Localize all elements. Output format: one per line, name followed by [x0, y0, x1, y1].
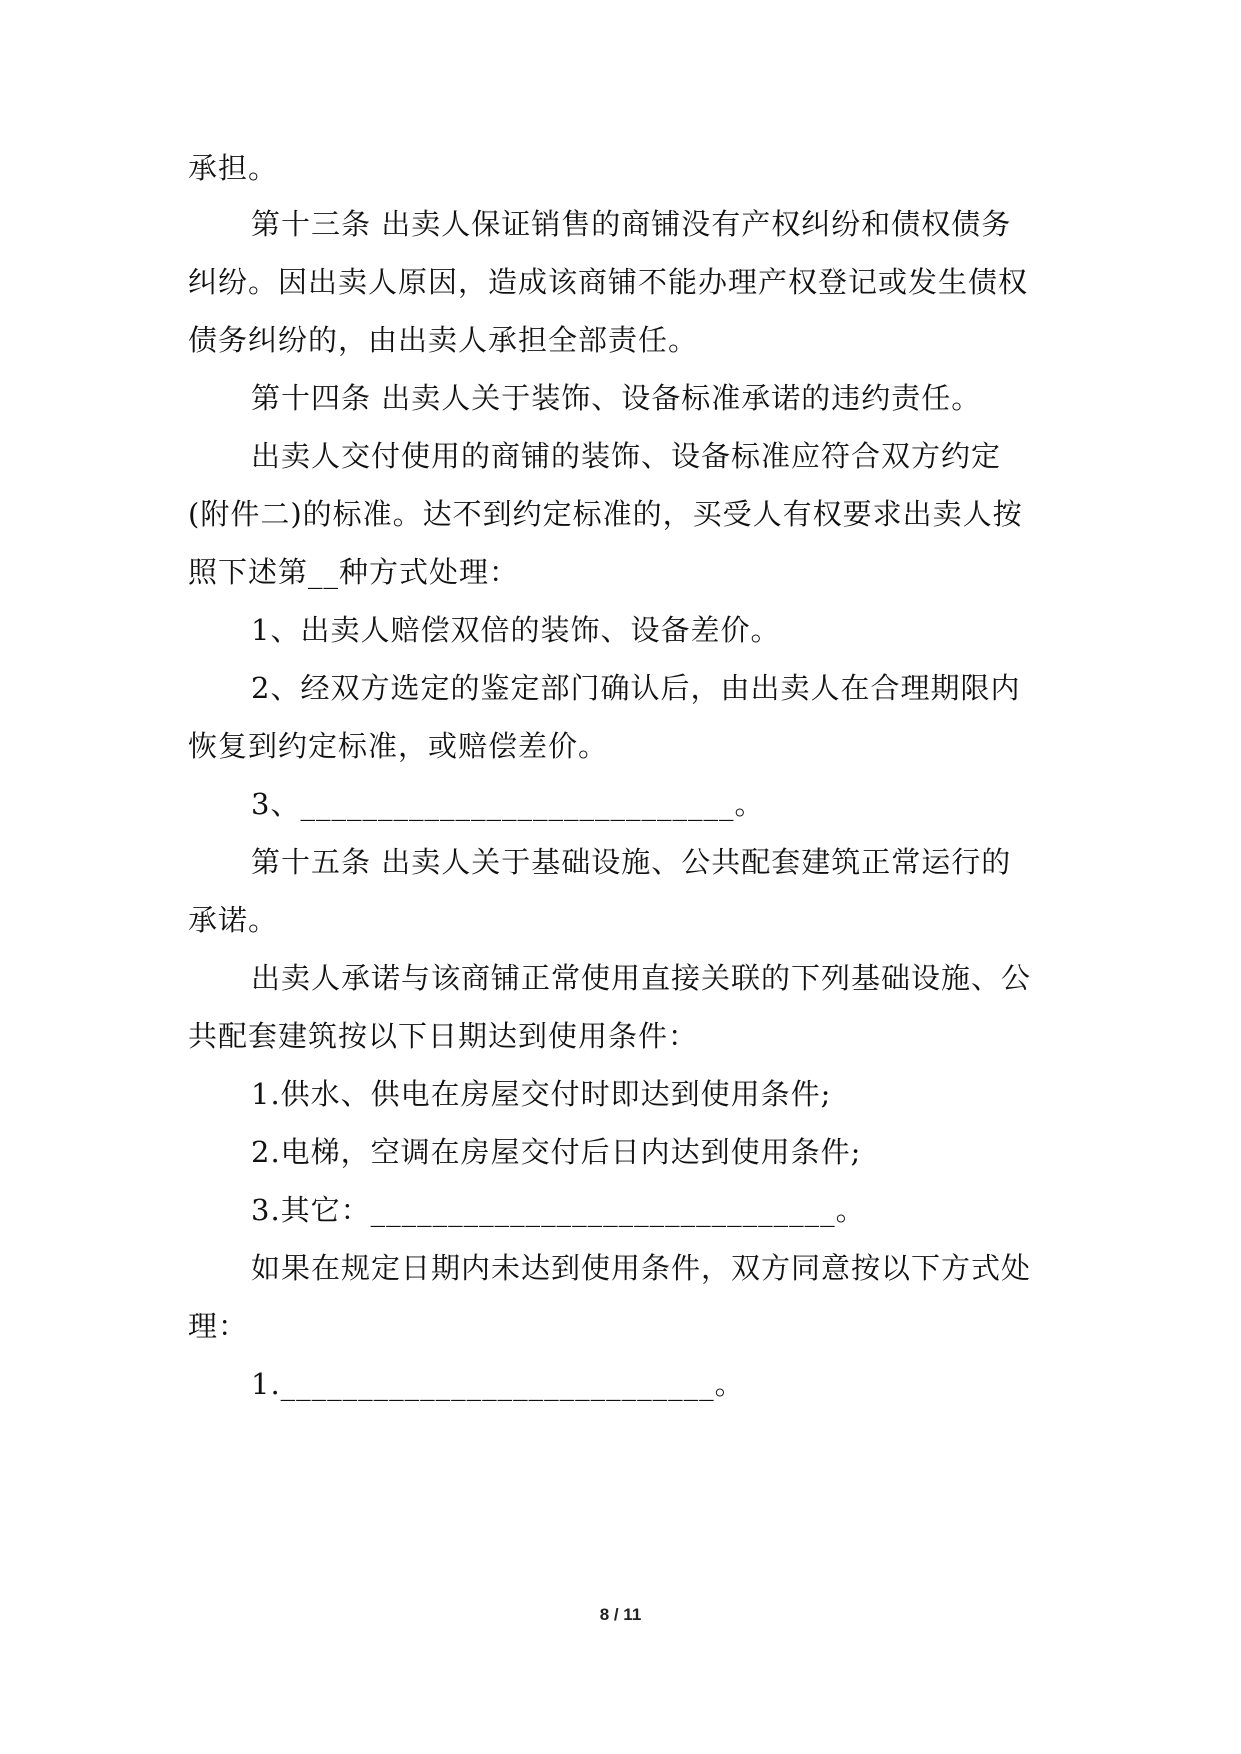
list-item: 1.供水、供电在房屋交付时即达到使用条件;: [251, 1077, 832, 1111]
text-line: 承担。: [188, 151, 279, 185]
list-item: 3、____________________________。: [251, 787, 765, 821]
text-line: (附件二)的标准。达不到约定标准的，买受人有权要求出卖人按: [188, 497, 1023, 531]
list-item: 2、经双方选定的鉴定部门确认后，由出卖人在合理期限内: [251, 671, 1021, 705]
list-item: 1.____________________________。: [251, 1367, 745, 1401]
text-line: 出卖人承诺与该商铺正常使用直接关联的下列基础设施、公: [251, 961, 1032, 995]
article-15-heading: 第十五条 出卖人关于基础设施、公共配套建筑正常运行的: [251, 845, 1012, 879]
list-item: 3.其它：______________________________。: [251, 1193, 866, 1227]
list-item: 1、出卖人赔偿双倍的装饰、设备差价。: [251, 613, 781, 647]
text-line: 债务纠纷的，由出卖人承担全部责任。: [188, 323, 699, 357]
list-item: 2.电梯，空调在房屋交付后日内达到使用条件;: [251, 1135, 862, 1169]
text-line: 出卖人交付使用的商铺的装饰、设备标准应符合双方约定: [251, 439, 1002, 473]
article-14-heading: 第十四条 出卖人关于装饰、设备标准承诺的违约责任。: [251, 381, 982, 415]
text-line: 理：: [188, 1309, 249, 1343]
text-line: 承诺。: [188, 903, 279, 937]
page-number: 8 / 11: [599, 1605, 642, 1624]
text-line: 纠纷。因出卖人原因，造成该商铺不能办理产权登记或发生债权: [188, 265, 1029, 299]
article-13-heading: 第十三条 出卖人保证销售的商铺没有产权纠纷和债权债务: [251, 207, 1012, 241]
text-line: 如果在规定日期内未达到使用条件，双方同意按以下方式处: [251, 1251, 1032, 1285]
text-line: 恢复到约定标准，或赔偿差价。: [188, 729, 609, 763]
text-line: 共配套建筑按以下日期达到使用条件：: [188, 1019, 699, 1053]
text-line: 照下述第__种方式处理：: [188, 555, 520, 589]
